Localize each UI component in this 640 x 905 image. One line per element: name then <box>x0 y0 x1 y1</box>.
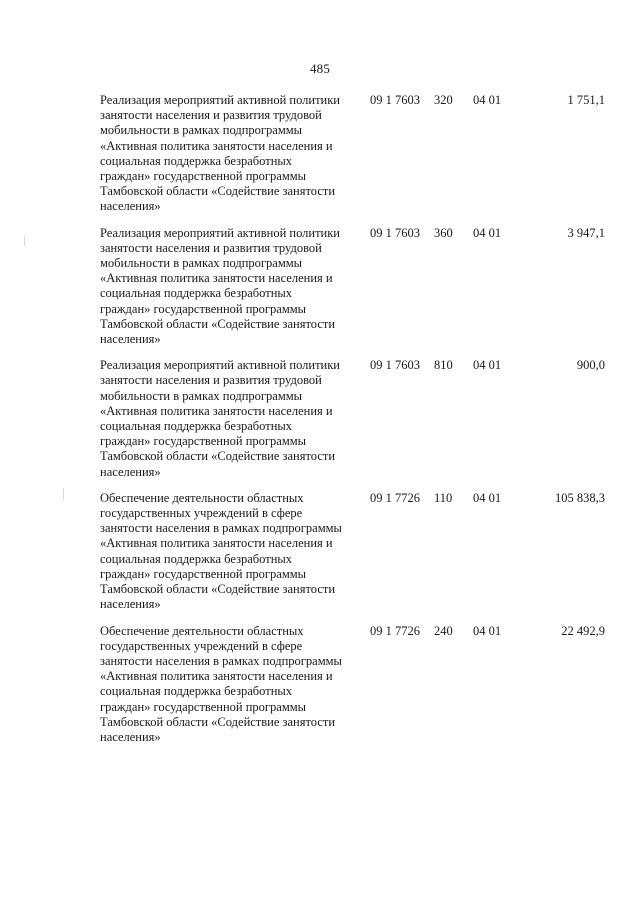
description-line: социальная поддержка безработных <box>100 286 293 301</box>
amount-value: 900,0 <box>576 358 605 373</box>
page-number: 485 <box>309 61 331 76</box>
row-description <box>100 93 362 215</box>
target-article-code: 09 1 7603 <box>370 358 420 373</box>
description-line: социальная поддержка безработных <box>100 684 293 699</box>
description-line: занятости населения и развития трудовой <box>100 108 322 123</box>
description-line: Тамбовской области «Содействие занятости <box>100 714 336 729</box>
description-line: Тамбовской области «Содействие занятости <box>100 582 336 597</box>
description-line: «Активная политика занятости населения и <box>100 536 333 551</box>
description-line: социальная поддержка безработных <box>100 419 293 434</box>
description-line: социальная поддержка безработных <box>100 153 293 168</box>
scan-artifact-line <box>24 236 25 246</box>
description-line: занятости населения и развития трудовой <box>100 240 322 255</box>
description-line: Реализация мероприятий активной политики <box>100 358 340 373</box>
description-line: занятости населения и развития трудовой <box>100 373 322 388</box>
table-row <box>100 358 605 480</box>
expense-type-code: 360 <box>434 225 453 240</box>
expense-type-code: 810 <box>434 358 453 373</box>
amount-value: 22 492,9 <box>561 623 605 638</box>
expense-type-code: 240 <box>434 623 453 638</box>
description-line: Тамбовской области «Содействие занятости <box>100 184 336 199</box>
table-row <box>100 491 605 613</box>
description-line: граждан» государственной программы <box>100 169 307 184</box>
description-line: мобильности в рамках подпрограммы <box>100 256 303 271</box>
description-line: «Активная политика занятости населения и <box>100 669 333 684</box>
description-line: населения» <box>100 729 161 744</box>
section-code: 04 01 <box>473 490 502 505</box>
target-article-code: 09 1 7726 <box>370 490 420 505</box>
description-line: Тамбовской области «Содействие занятости <box>100 316 336 331</box>
section-code: 04 01 <box>473 93 502 107</box>
description-line: мобильности в рамках подпрограммы <box>100 388 303 403</box>
amount-value: 1 751,1 <box>567 93 605 107</box>
row-description <box>100 358 362 480</box>
amount-value: 3 947,1 <box>567 225 605 240</box>
description-line: «Активная политика занятости населения и <box>100 271 333 286</box>
row-description <box>100 226 362 348</box>
table-row <box>100 93 605 215</box>
scan-artifact-line <box>63 488 64 500</box>
description-line: «Активная политика занятости населения и <box>100 138 333 153</box>
target-article-code: 09 1 7726 <box>370 623 420 638</box>
description-line: граждан» государственной программы <box>100 434 307 449</box>
description-line: населения» <box>100 597 161 612</box>
target-article-code: 09 1 7603 <box>370 93 420 107</box>
description-line: социальная поддержка безработных <box>100 551 293 566</box>
description-line: занятости населения в рамках подпрограммы <box>100 653 342 668</box>
expense-type-code: 320 <box>434 93 453 107</box>
description-line: «Активная политика занятости населения и <box>100 403 333 418</box>
table-row <box>100 226 605 348</box>
description-line: населения» <box>100 199 161 214</box>
row-description <box>100 491 362 613</box>
amount-value: 105 838,3 <box>555 490 605 505</box>
section-code: 04 01 <box>473 225 502 240</box>
expense-type-code: 110 <box>434 490 453 505</box>
table-row <box>100 624 605 746</box>
section-code: 04 01 <box>473 358 502 373</box>
description-line: Реализация мероприятий активной политики <box>100 93 340 107</box>
description-line: Тамбовской области «Содействие занятости <box>100 449 336 464</box>
description-line: граждан» государственной программы <box>100 566 307 581</box>
description-line: государственных учреждений в сфере <box>100 506 303 521</box>
description-line: Обеспечение деятельности областных <box>100 623 304 638</box>
description-line: Реализация мероприятий активной политики <box>100 225 340 240</box>
description-line: населения» <box>100 464 161 479</box>
description-line: государственных учреждений в сфере <box>100 638 303 653</box>
row-description <box>100 624 362 746</box>
description-line: граждан» государственной программы <box>100 301 307 316</box>
description-line: населения» <box>100 332 161 347</box>
description-line: занятости населения в рамках подпрограммы <box>100 521 342 536</box>
section-code: 04 01 <box>473 623 502 638</box>
description-line: Обеспечение деятельности областных <box>100 490 304 505</box>
target-article-code: 09 1 7603 <box>370 225 420 240</box>
description-line: мобильности в рамках подпрограммы <box>100 123 303 138</box>
budget-table <box>100 93 605 756</box>
description-line: граждан» государственной программы <box>100 699 307 714</box>
